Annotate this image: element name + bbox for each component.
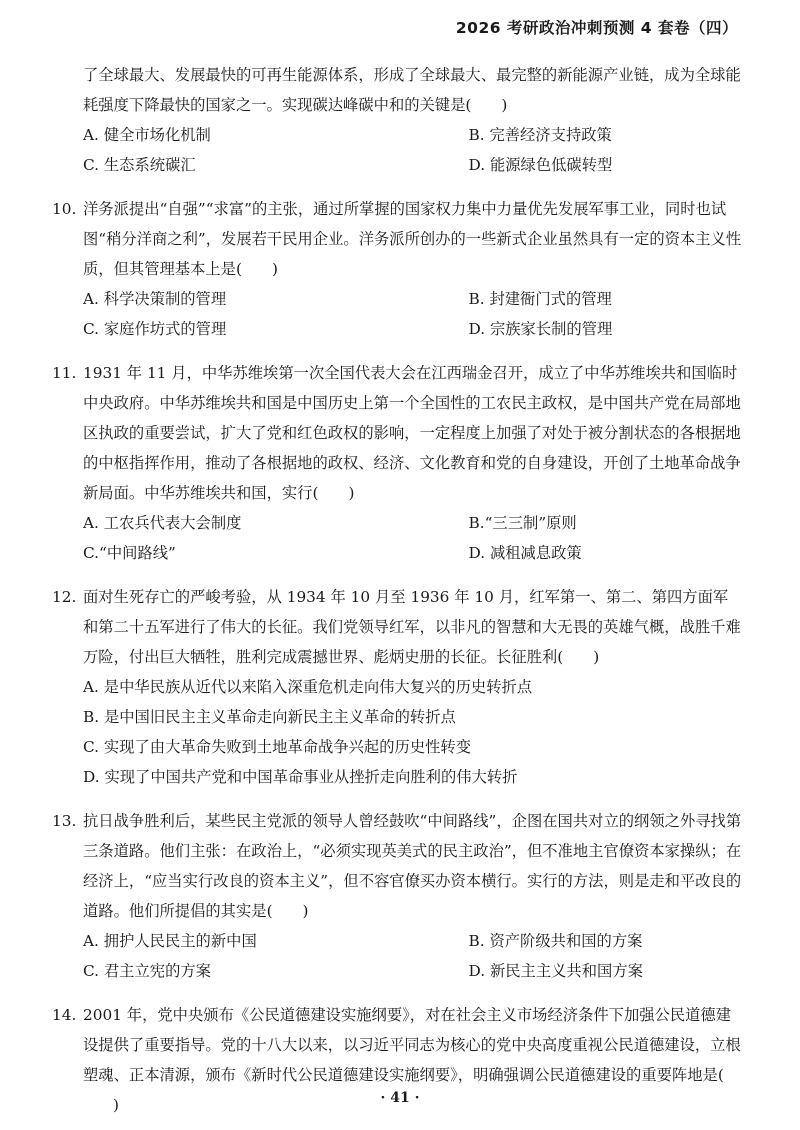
question-stem: 12. 面对生死存亡的严峻考验，从 1934 年 10 月至 1936 年 10 月，红军第一、第二、第四方面军和第二十五军进行了伟大的长征。我们党领导红军，以非凡的智慧和大无畏的英雄气概，战胜千难万险，付出巨大牺牲，胜利完成震撼世界、彪炳史册的长征。长征胜利( ) [52,582,742,672]
option-a: A. 科学决策制的管理 [83,290,227,308]
options [52,672,742,792]
option-a: A. 是中华民族从近代以来陷入深重危机走向伟大复兴的历史转折点 [83,678,533,696]
option-b: B. 是中国旧民主主义革命走向新民主主义革命的转折点 [83,708,456,726]
question-list [52,60,742,1120]
page-number: · 41 · [380,1090,420,1106]
option-a: A. 拥护人民民主的新中国 [83,932,257,950]
options [52,120,742,180]
question-stem: 11. 1931 年 11 月，中华苏维埃第一次全国代表大会在江西瑞金召开，成立了中华苏维埃共和国临时中央政府。中华苏维埃共和国是中国历史上第一个全国性的工农民主政权，是中国共产党在局部地区执政的重要尝试，扩大了党和红色政权的影响，一定程度上加强了对处于被分割状态的各根据地的中枢指挥作用，推动了各根据地的政权、经济、文化教育和党的自身建设，开创了土地革命战争新局面。中华苏维埃共和国，实行( ) [52,358,742,508]
options [52,508,742,568]
option-d: D. 宗族家长制的管理 [468,320,613,338]
question-stem: 10. 洋务派提出“自强”“求富”的主张，通过所掌握的国家权力集中力量优先发展军事工业，同时也试图“稍分洋商之利”，发展若干民用企业。洋务派所创办的一些新式企业虽然具有一定的资本主义性质，但其管理基本上是( ) [52,194,742,284]
option-c: C.“中间路线” [83,544,176,562]
question-stem: 了全球最大、发展最快的可再生能源体系，形成了全球最大、最完整的新能源产业链，成为全球能耗强度下降最快的国家之一。实现碳达峰碳中和的关键是( ) [83,66,741,114]
question-11 [52,358,742,568]
option-d: D. 减租减息政策 [468,544,582,562]
option-a: A. 工农兵代表大会制度 [83,514,242,532]
option-c: C. 实现了由大革命失败到土地革命战争兴起的历史性转变 [83,738,472,756]
question-number: 14. [52,1006,77,1024]
option-d: D. 新民主主义共和国方案 [468,962,643,980]
options [52,284,742,344]
option-b: B. 资产阶级共和国的方案 [468,932,643,950]
question-stem: 14. 2001 年，党中央颁布《公民道德建设实施纲要》，对在社会主义市场经济条件下加强公民道德建设提供了重要指导。党的十八大以来，以习近平同志为核心的党中央高度重视公民道德建设，立根塑魂、正本清源，颁布《新时代公民道德建设实施纲要》，明确强调公民道德建设的重要阵地是() [52,1000,742,1120]
question-number: 13. [52,812,77,830]
option-d: D. 能源绿色低碳转型 [468,156,613,174]
option-c: C. 君主立宪的方案 [83,962,211,980]
question-13 [52,806,742,986]
option-d: D. 实现了中国共产党和中国革命事业从挫折走向胜利的伟大转折 [83,768,518,786]
options [52,926,742,986]
question-12 [52,582,742,792]
option-c: C. 家庭作坊式的管理 [83,320,227,338]
option-a: A. 健全市场化机制 [83,126,211,144]
option-b: B. 完善经济支持政策 [468,126,612,144]
question-number: 12. [52,588,77,606]
option-c: C. 生态系统碳汇 [83,156,196,174]
question-9-continued [52,60,742,180]
option-b: B.“三三制”原则 [468,514,577,532]
question-10 [52,194,742,344]
question-stem: 13. 抗日战争胜利后，某些民主党派的领导人曾经鼓吹“中间路线”，企图在国共对立的纲领之外寻找第三条道路。他们主张：在政治上，“必须实现英美式的民主政治”，但不准地主官僚资本家操纵；在经济上，“应当实行改良的资本主义”，但不容官僚买办资本横行。实行的方法，则是走和平改良的道路。他们所提倡的其实是( ) [52,806,742,926]
question-number: 10. [52,200,77,218]
question-number: 11. [52,364,77,382]
page-header: 2026 考研政治冲刺预测 4 套卷（四） [455,19,738,37]
option-b: B. 封建衙门式的管理 [468,290,612,308]
